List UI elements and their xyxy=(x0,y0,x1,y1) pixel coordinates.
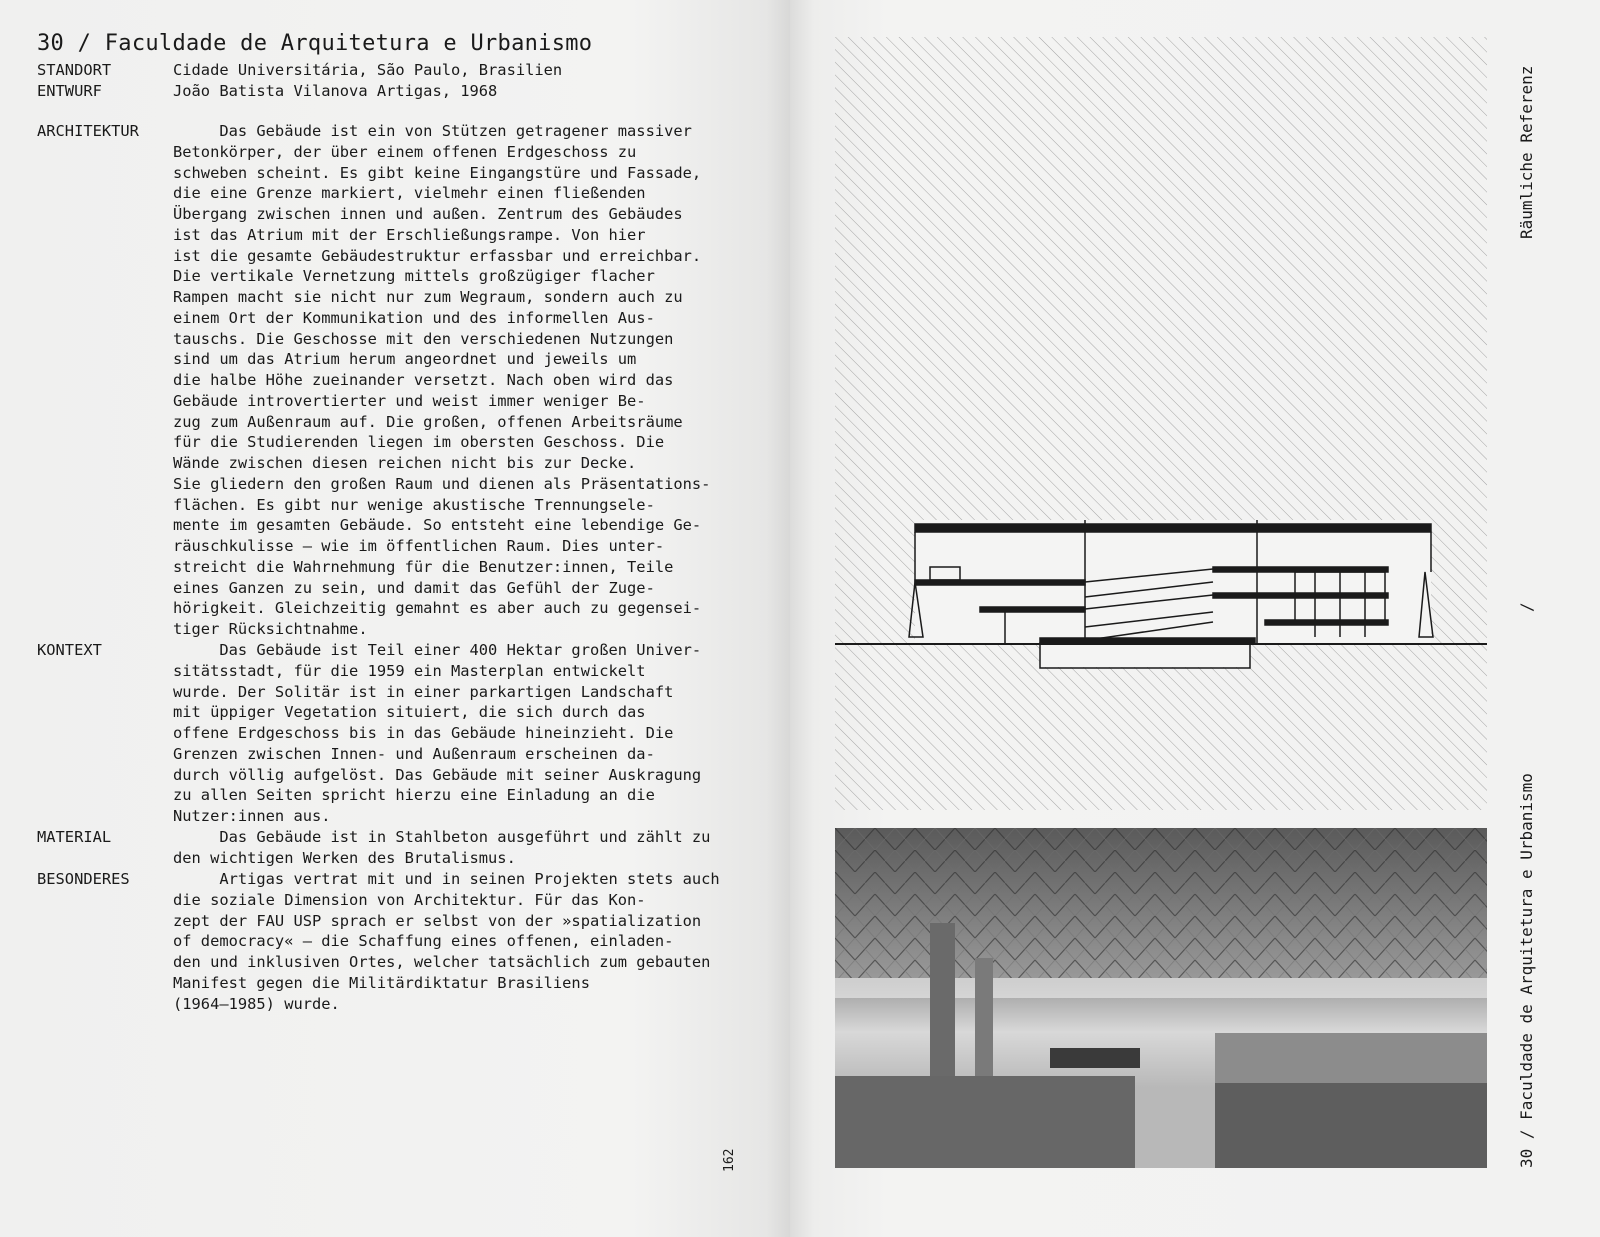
section-label: ARCHITEKTUR xyxy=(37,122,139,140)
text-line: Artigas vertrat mit und in seinen Projekten stets auch xyxy=(173,870,720,888)
text-line: Grenzen zwischen Innen- und Außenraum erscheinen da- xyxy=(173,744,655,763)
text-line: ist die gesamte Gebäudestruktur erfassbar und erreichbar. xyxy=(173,246,702,265)
page-title: 30 / Faculdade de Arquitetura e Urbanismo xyxy=(37,31,593,56)
runner-section: Räumliche Referenz xyxy=(1517,65,1536,239)
text-line: eines Ganzen zu sein, und damit das Gefühl der Zuge- xyxy=(173,578,655,597)
text-line: tauschs. Die Geschosse mit den verschiedenen Nutzungen xyxy=(173,329,674,348)
text-line: Das Gebäude ist Teil einer 400 Hektar großen Univer- xyxy=(173,641,702,659)
runner-chapter: 30 / Faculdade de Arquitetura e Urbanismo xyxy=(1517,773,1536,1168)
text-line: (1964–1985) wurde. xyxy=(173,994,340,1013)
text-line: einem Ort der Kommunikation und des informellen Aus- xyxy=(173,308,655,327)
text-line: Manifest gegen die Militärdiktatur Brasiliens xyxy=(173,973,590,992)
section-label: KONTEXT xyxy=(37,641,102,659)
text-line: Die vertikale Vernetzung mittels großzügiger flacher xyxy=(173,267,655,286)
text-line: of democracy« – die Schaffung eines offenen, einladen- xyxy=(173,932,674,951)
text-line: die eine Grenze markiert, vielmehr einen fließenden xyxy=(173,184,646,203)
text-line: die halbe Höhe zueinander versetzt. Nach oben wird das xyxy=(173,371,674,389)
text-line: Das Gebäude ist in Stahlbeton ausgeführt und zählt zu xyxy=(173,828,711,846)
text-line: sind um das Atrium herum angeordnet und jeweils um xyxy=(173,350,637,369)
text-line: streicht die Wahrnehmung für die Benutzer:innen, Teile xyxy=(173,557,674,576)
text-line: die soziale Dimension von Architektur. Für das Kon- xyxy=(173,890,646,909)
text-line: Sie gliedern den großen Raum und dienen als Präsentations- xyxy=(173,474,711,493)
hatch-background xyxy=(835,37,1487,810)
text-line: hörigkeit. Gleichzeitig gemahnt es aber auch zu gegensei- xyxy=(173,599,702,618)
text-line: zu allen Seiten spricht hierzu eine Einladung an die xyxy=(173,786,655,805)
text-line: den wichtigen Werken des Brutalismus. xyxy=(173,848,516,867)
meta-value: João Batista Vilanova Artigas, 1968 xyxy=(173,82,498,100)
section-body xyxy=(173,640,701,827)
text-line: sitätsstadt, für die 1959 ein Masterplan entwickelt xyxy=(173,661,646,680)
text-line: räuschkulisse – wie im öffentlichen Raum. Dies unter- xyxy=(173,537,665,555)
text-line: Nutzer:innen aus. xyxy=(173,807,331,825)
section-label: MATERIAL xyxy=(37,828,112,846)
left-page xyxy=(0,0,790,1237)
text-line: mente im gesamten Gebäude. So entsteht eine lebendige Ge- xyxy=(173,516,702,535)
text-line: durch völlig aufgelöst. Das Gebäude mit seiner Auskragung xyxy=(173,765,702,784)
text-line: wurde. Der Solitär ist in einer parkartigen Landschaft xyxy=(173,682,674,701)
section-body xyxy=(173,827,710,869)
interior-photo xyxy=(835,828,1487,1168)
text-line: zug zum Außenraum auf. Die großen, offenen Arbeitsräume xyxy=(173,412,683,431)
page-number: 162 xyxy=(722,1148,737,1172)
meta-value: Cidade Universitária, São Paulo, Brasilien xyxy=(173,61,563,79)
text-line: den und inklusiven Ortes, welcher tatsächlich zum gebauten xyxy=(173,953,711,971)
text-line: Gebäude introvertierter und weist immer weniger Be- xyxy=(173,391,646,410)
meta-label: ENTWURF xyxy=(37,82,102,100)
text-line: offene Erdgeschoss bis in das Gebäude hineinzieht. Die xyxy=(173,724,674,742)
text-line: Das Gebäude ist ein von Stützen getragener massiver xyxy=(173,122,692,140)
text-line: Rampen macht sie nicht nur zum Wegraum, sondern auch zu xyxy=(173,288,683,306)
text-line: Übergang zwischen innen und außen. Zentrum des Gebäudes xyxy=(173,205,683,223)
meta-standort xyxy=(37,61,562,79)
meta-label: STANDORT xyxy=(37,61,112,79)
section-drawing xyxy=(835,37,1487,810)
text-line: flächen. Es gibt nur wenige akustische Trennungsele- xyxy=(173,495,655,514)
text-line: schweben scheint. Es gibt keine Eingangstüre und Fassade, xyxy=(173,163,702,182)
meta-entwurf xyxy=(37,82,497,100)
text-line: zept der FAU USP sprach er selbst von der »spatialization xyxy=(173,911,702,930)
section-label: BESONDERES xyxy=(37,870,130,888)
text-line: Betonkörper, der über einem offenen Erdgeschoss zu xyxy=(173,142,637,161)
text-line: ist das Atrium mit der Erschließungsrampe. Von hier xyxy=(173,225,646,244)
text-line: tiger Rücksichtnahme. xyxy=(173,620,368,638)
section-body xyxy=(173,121,710,640)
runner-separator: / xyxy=(1517,602,1536,612)
text-line: mit üppiger Vegetation situiert, die sich durch das xyxy=(173,703,646,722)
text-line: Wände zwischen diesen reichen nicht bis zur Decke. xyxy=(173,454,637,472)
text-line: für die Studierenden liegen im obersten Geschoss. Die xyxy=(173,433,665,452)
section-body xyxy=(173,869,720,1014)
